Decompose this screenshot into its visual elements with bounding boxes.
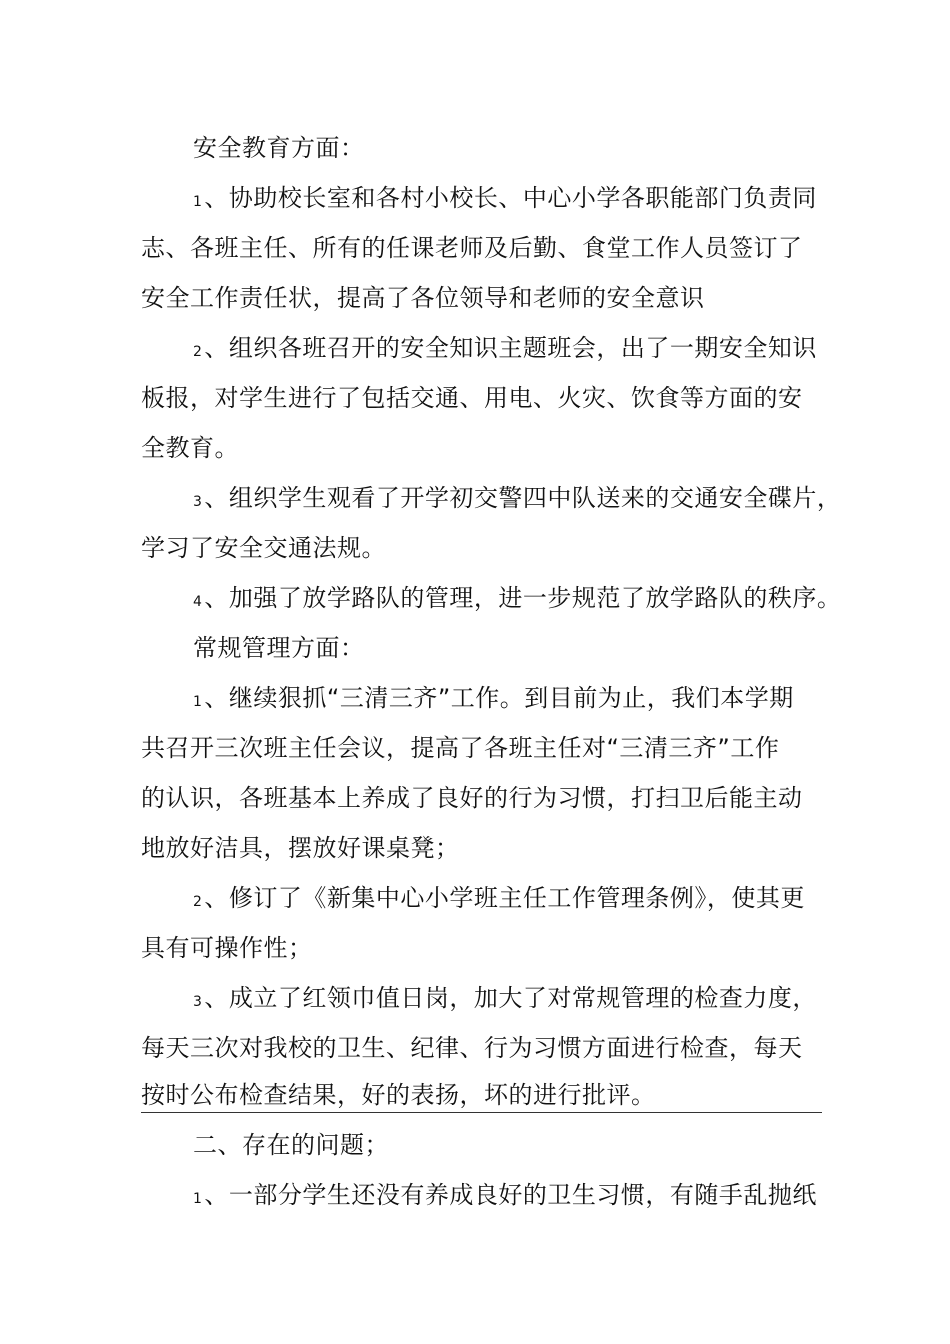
paragraph-line [193, 483, 841, 517]
paragraph-line: 全教育。 [141, 434, 239, 462]
line-text: 、协助校长室和各村小校长、中心小学各职能部门负责同 [204, 184, 817, 212]
paragraph-line: 具有可操作性； [141, 934, 313, 962]
item-number: 1 [193, 694, 203, 710]
paragraph-line: 板报，对学生进行了包括交通、用电、火灾、饮食等方面的安 [141, 384, 803, 412]
line-text: 、成立了红领巾值日岗，加大了对常规管理的检查力度， [204, 984, 817, 1012]
line-text: 、一部分学生还没有养成良好的卫生习惯，有随手乱抛纸 [204, 1181, 817, 1209]
paragraph-line: 地放好洁具，摆放好课桌凳； [141, 834, 460, 862]
section-heading-routine: 常规管理方面： [193, 634, 365, 662]
paragraph-line [193, 183, 817, 217]
line-text: 、修订了《新集中心小学班主任工作管理条例》，使其更 [204, 884, 805, 912]
line-text: 、组织各班召开的安全知识主题班会，出了一期安全知识 [204, 334, 817, 362]
paragraph-line [193, 333, 817, 367]
line-text: 、继续狠抓“三清三齐”工作。到目前为止，我们本学期 [204, 684, 794, 712]
item-number: 4 [193, 594, 203, 610]
paragraph-line: 志、各班主任、所有的任课老师及后勤、食堂工作人员签订了 [141, 234, 803, 262]
item-number: 3 [193, 994, 203, 1010]
horizontal-divider [141, 1112, 822, 1113]
paragraph-line: 的认识，各班基本上养成了良好的行为习惯，打扫卫后能主动 [141, 784, 803, 812]
item-number: 2 [193, 344, 203, 360]
section-heading-problems: 二、存在的问题； [193, 1131, 389, 1159]
line-text: 、加强了放学路队的管理，进一步规范了放学路队的秩序。 [204, 584, 842, 612]
item-number: 1 [193, 1191, 203, 1207]
paragraph-line: 共召开三次班主任会议，提高了各班主任对“三清三齐”工作 [141, 734, 780, 762]
paragraph-line [193, 983, 817, 1017]
paragraph-line [193, 683, 794, 717]
section-heading-safety: 安全教育方面： [193, 134, 365, 162]
paragraph-line: 按时公布检查结果，好的表扬，坏的进行批评。 [141, 1081, 656, 1109]
line-text: 、组织学生观看了开学初交警四中队送来的交通安全碟片， [204, 484, 842, 512]
paragraph-line [193, 583, 841, 617]
paragraph-line [193, 1180, 817, 1214]
item-number: 1 [193, 194, 203, 210]
paragraph-line: 学习了安全交通法规。 [141, 534, 386, 562]
item-number: 2 [193, 894, 203, 910]
paragraph-line: 安全工作责任状，提高了各位领导和老师的安全意识 [141, 284, 705, 312]
item-number: 3 [193, 494, 203, 510]
paragraph-line: 每天三次对我校的卫生、纪律、行为习惯方面进行检查，每天 [141, 1034, 803, 1062]
paragraph-line [193, 883, 805, 917]
